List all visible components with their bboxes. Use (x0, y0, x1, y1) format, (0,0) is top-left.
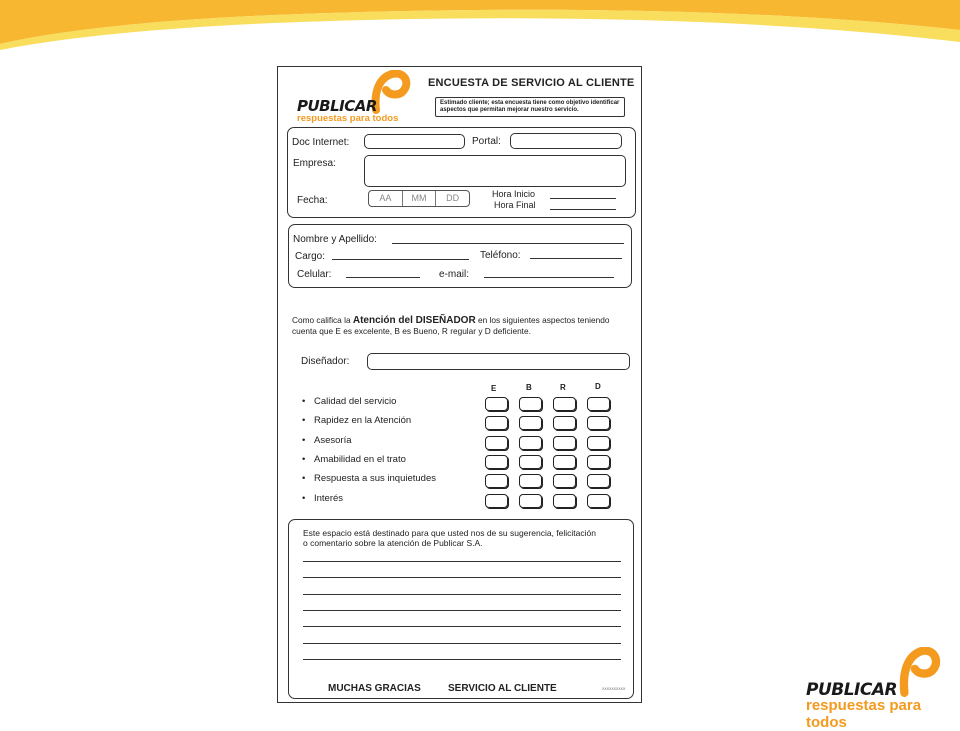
doc-internet-field[interactable] (364, 134, 465, 149)
rating-checkbox-b[interactable] (519, 494, 542, 508)
hora-inicio-line[interactable] (550, 198, 616, 199)
form-code: XXXXXXXXXX (602, 687, 626, 691)
corner-brand-tagline: respuestas para todos (806, 697, 922, 731)
aspect-label: Respuesta a sus inquietudes (314, 473, 436, 485)
rating-checkbox-d[interactable] (587, 474, 610, 488)
rating-checkbox-e[interactable] (485, 474, 508, 488)
hora-final-label: Hora Final (494, 200, 536, 210)
date-month: MM (403, 191, 437, 206)
fecha-label: Fecha: (297, 195, 328, 206)
rating-checkbox-b[interactable] (519, 397, 542, 411)
rating-checkbox-d[interactable] (587, 455, 610, 469)
suggestion-line[interactable] (303, 610, 621, 611)
brand-tagline: respuestas para todos (297, 113, 399, 124)
suggestion-line[interactable] (303, 659, 621, 660)
disenador-label: Diseñador: (301, 356, 350, 367)
aspect-label: Asesoría (314, 434, 352, 446)
rating-checkbox-r[interactable] (553, 397, 576, 411)
rating-checkbox-b[interactable] (519, 416, 542, 430)
aspect-label: Rapidez en la Atención (314, 415, 412, 427)
rating-checkbox-d[interactable] (587, 416, 610, 430)
hora-inicio-label: Hora Inicio (492, 189, 536, 199)
portal-field[interactable] (510, 133, 622, 149)
rating-checkbox-b[interactable] (519, 474, 542, 488)
rating-checkbox-r[interactable] (553, 474, 576, 488)
rating-checkbox-b[interactable] (519, 455, 542, 469)
doc-internet-label: Doc Internet: (292, 137, 350, 148)
rating-checkbox-e[interactable] (485, 436, 508, 450)
survey-form (277, 66, 642, 703)
aspect-bullet: • (302, 492, 306, 504)
rating-checkbox-r[interactable] (553, 494, 576, 508)
rating-checkbox-r[interactable] (553, 436, 576, 450)
aspect-bullet: • (302, 396, 306, 407)
rating-checkbox-r[interactable] (553, 416, 576, 430)
form-title: ENCUESTA DE SERVICIO AL CLIENTE (428, 77, 635, 89)
publicar-corner-logo-icon (896, 647, 942, 697)
rating-checkbox-b[interactable] (519, 436, 542, 450)
intro-note: Estimado cliente; esta encuesta tiene como objetivo identificar aspectos que permitan mejorar nuestro servicio. (435, 97, 625, 117)
nombre-line[interactable] (392, 243, 624, 244)
empresa-label: Empresa: (293, 158, 336, 169)
rating-header-d: D (595, 382, 601, 391)
intro-text-start: Como califica la (292, 315, 353, 325)
footer-thanks: MUCHAS GRACIAS (328, 683, 421, 694)
aspect-label: Interés (314, 492, 344, 504)
rating-instructions (292, 315, 632, 336)
rating-header-r: R (560, 383, 566, 392)
rating-checkbox-e[interactable] (485, 494, 508, 508)
cargo-label: Cargo: (295, 251, 326, 262)
suggestion-line[interactable] (303, 626, 621, 627)
disenador-field[interactable] (367, 353, 630, 370)
email-line[interactable] (484, 277, 614, 278)
cargo-line[interactable] (332, 259, 469, 260)
rating-checkbox-r[interactable] (553, 455, 576, 469)
brand-name: PUBLICAR (297, 97, 377, 115)
suggestion-line[interactable] (303, 577, 621, 578)
aspect-bullet: • (302, 415, 306, 427)
suggestion-line[interactable] (303, 594, 621, 595)
telefono-line[interactable] (530, 258, 622, 259)
intro-text-bold: Atención del DISEÑADOR (352, 315, 476, 326)
suggestion-prompt: Este espacio está destinado para que usted nos de su sugerencia, felicitación o comentario sobre la atención de Publicar S.A. (303, 528, 596, 548)
aspect-label: Amabilidad en el trato (314, 453, 406, 465)
footer-service: SERVICIO AL CLIENTE (448, 683, 557, 694)
aspect-label: Calidad del servicio (314, 396, 397, 407)
email-label: e-mail: (439, 269, 470, 280)
rating-checkbox-d[interactable] (587, 436, 610, 450)
rating-checkbox-e[interactable] (485, 416, 508, 430)
telefono-label: Teléfono: (480, 250, 521, 261)
suggestion-line[interactable] (303, 561, 621, 562)
rating-checkbox-e[interactable] (485, 397, 508, 411)
date-day: DD (446, 193, 460, 203)
rating-checkbox-d[interactable] (587, 397, 610, 411)
rating-checkbox-d[interactable] (587, 494, 610, 508)
rating-header-e: E (491, 384, 497, 393)
corner-brand-name: PUBLICAR (806, 680, 898, 700)
celular-line[interactable] (346, 277, 420, 278)
top-banner (0, 0, 960, 60)
portal-label: Portal: (472, 136, 501, 147)
celular-label: Celular: (297, 269, 332, 280)
rating-checkbox-e[interactable] (485, 455, 508, 469)
empresa-field[interactable] (364, 155, 626, 187)
nombre-label: Nombre y Apellido: (293, 234, 377, 245)
aspect-bullet: • (302, 473, 306, 485)
intro-text-end: en los siguientes aspectos teniendo cuenta que E es excelente, B es Bueno, R regular y D deficiente. (292, 315, 610, 336)
suggestion-line[interactable] (303, 643, 621, 644)
hora-final-line[interactable] (550, 209, 616, 210)
aspect-bullet: • (302, 434, 306, 446)
date-field[interactable] (368, 190, 470, 207)
date-year: AA (369, 191, 403, 206)
rating-header-b: B (526, 383, 532, 392)
aspect-bullet: • (302, 453, 306, 465)
